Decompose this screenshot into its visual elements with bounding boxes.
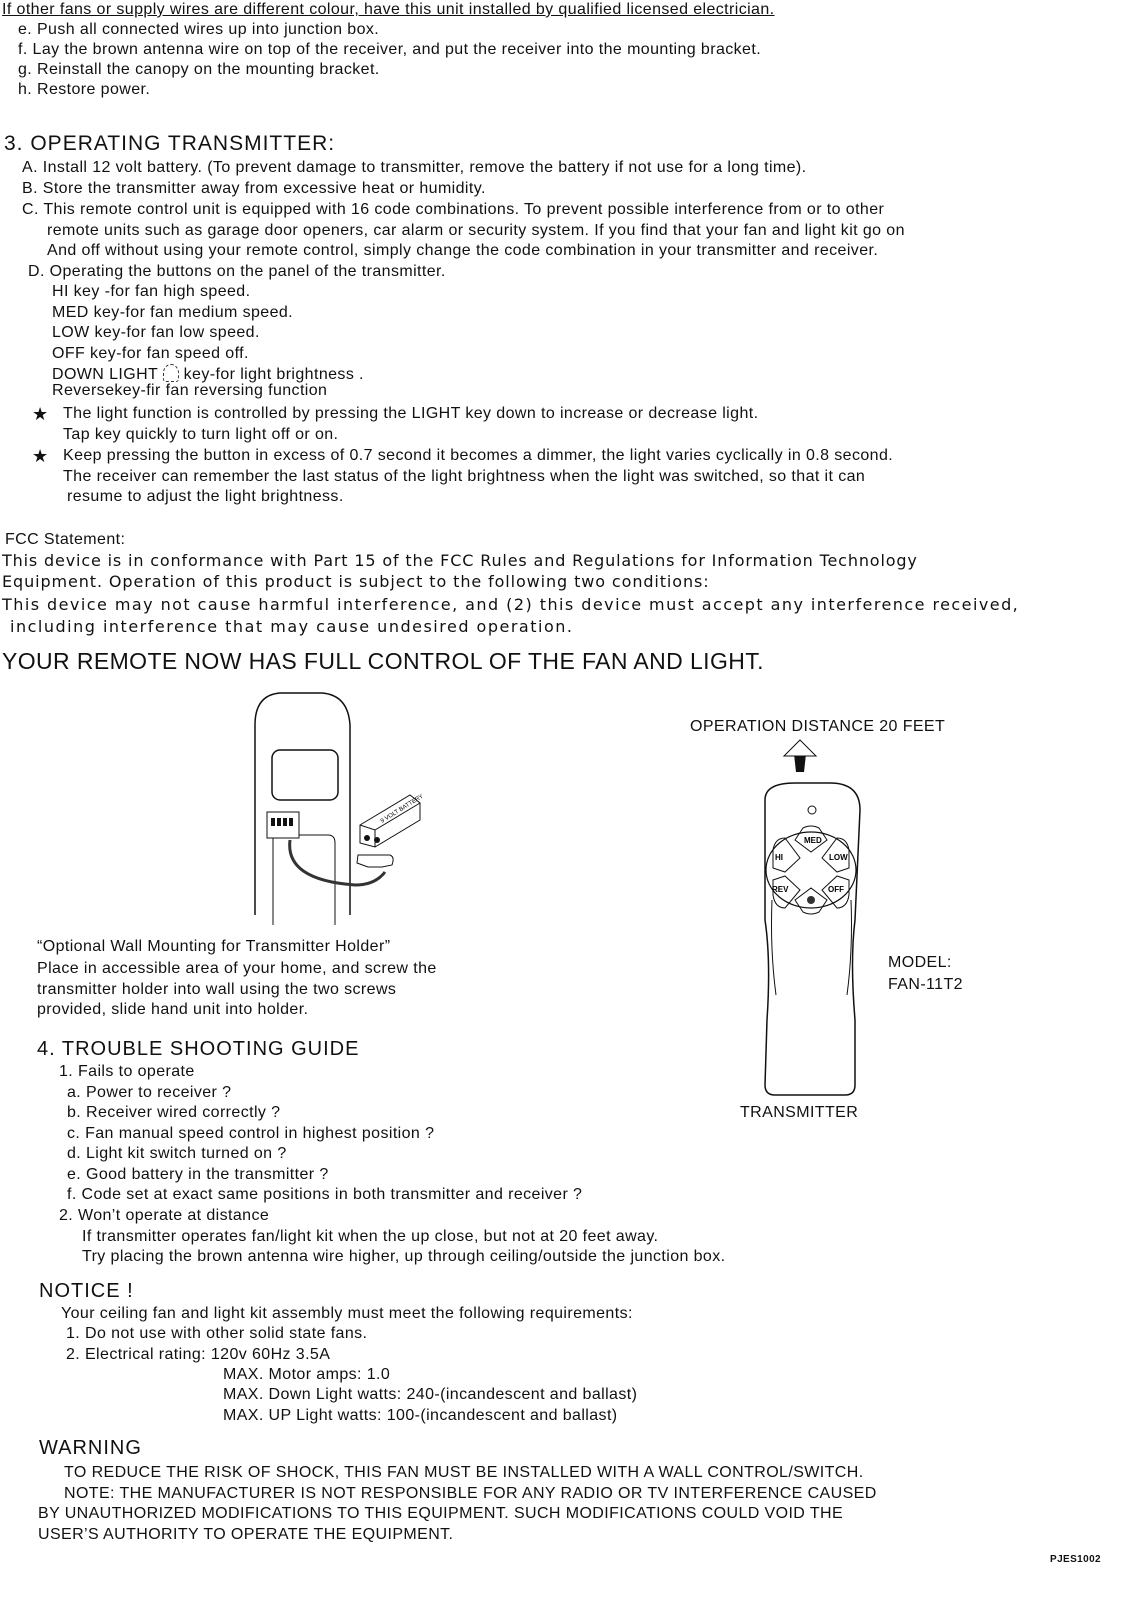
trouble-1: 1. Fails to operate <box>59 1063 195 1080</box>
light-note-1: The light function is controlled by pressing the LIGHT key down to increase or decrease light. <box>63 405 759 422</box>
fcc-line-1: This device is in conformance with Part 15 of the FCC Rules and Regulations for Information Technology <box>2 551 918 570</box>
trouble-2b: Try placing the brown antenna wire higher, up through ceiling/outside the junction box. <box>82 1248 726 1265</box>
mounting-line-1: Place in accessible area of your home, and screw the <box>37 960 437 977</box>
fcc-line-3: This device may not cause harmful interference, and (2) this device must accept any interference received, <box>2 595 1020 614</box>
star-icon: ★ <box>32 446 49 466</box>
fcc-title: FCC Statement: <box>5 531 126 548</box>
fcc-line-4: including interference that may cause undesired operation. <box>10 617 574 636</box>
down-light-label: DOWN LIGHT <box>52 366 158 383</box>
document-code: PJES1002 <box>1050 1554 1102 1565</box>
trouble-2: 2. Won’t operate at distance <box>59 1207 270 1224</box>
star-icon: ★ <box>32 404 49 424</box>
key-low: LOW key-for fan low speed. <box>52 324 260 341</box>
headline: YOUR REMOTE NOW HAS FULL CONTROL OF THE FAN AND LIGHT. <box>2 648 764 674</box>
install-step-g: g. Reinstall the canopy on the mounting bracket. <box>18 61 380 78</box>
dimmer-note-1: Keep pressing the button in excess of 0.7 second it becomes a dimmer, the light varies cyclically in 0.8 second. <box>63 447 894 464</box>
mounting-line-2: transmitter holder into wall using the two screws <box>37 981 397 998</box>
model-number: FAN-11T2 <box>888 976 963 993</box>
trouble-1f: f. Code set at exact same positions in both transmitter and receiver ? <box>67 1186 583 1203</box>
arrow-up-icon <box>780 738 820 774</box>
operating-c3: And off without using your remote control, simply change the code combination in your transmitter and receiver. <box>47 242 879 259</box>
warning-line-3: BY UNAUTHORIZED MODIFICATIONS TO THIS EQUIPMENT. SUCH MODIFICATIONS COULD VOID THE <box>38 1505 844 1522</box>
warning-title: WARNING <box>39 1437 142 1459</box>
install-step-e: e. Push all connected wires up into junction box. <box>18 21 380 38</box>
operating-d: D. Operating the buttons on the panel of the transmitter. <box>28 263 446 280</box>
trouble-1a: a. Power to receiver ? <box>67 1084 232 1101</box>
button-hi: HI <box>775 853 783 862</box>
key-reverse: Reversekey-fir fan reversing function <box>52 382 328 399</box>
dimmer-note-3: resume to adjust the light brightness. <box>67 488 344 505</box>
light-note-2: Tap key quickly to turn light off or on. <box>63 426 339 443</box>
trouble-1c: c. Fan manual speed control in highest position ? <box>67 1125 435 1142</box>
key-off: OFF key-for fan speed off. <box>52 345 249 362</box>
operating-b: B. Store the transmitter away from excessive heat or humidity. <box>22 180 486 197</box>
notice-req-1: 1. Do not use with other solid state fans. <box>66 1325 368 1342</box>
notice-max-motor: MAX. Motor amps: 1.0 <box>223 1366 391 1383</box>
notice-max-up: MAX. UP Light watts: 100-(incandescent and ballast) <box>223 1407 618 1424</box>
notice-title: NOTICE ! <box>39 1280 134 1302</box>
key-med: MED key-for fan medium speed. <box>52 304 294 321</box>
warning-line-4: USER’S AUTHORITY TO OPERATE THE EQUIPMENT. <box>38 1526 454 1543</box>
operating-c2: remote units such as garage door openers, car alarm or security system. If you find that your fan and light kit go on <box>47 222 905 239</box>
install-warning: If other fans or supply wires are different colour, have this unit installed by qualified licensed electrician. <box>2 1 775 18</box>
notice-intro: Your ceiling fan and light kit assembly must meet the following requirements: <box>61 1305 633 1322</box>
trouble-title: 4. TROUBLE SHOOTING GUIDE <box>37 1038 360 1060</box>
warning-line-2: NOTE: THE MANUFACTURER IS NOT RESPONSIBLE FOR ANY RADIO OR TV INTERFERENCE CAUSED <box>64 1485 877 1502</box>
transmitter-holder-illustration <box>240 685 440 925</box>
transmitter-label: TRANSMITTER <box>740 1104 859 1121</box>
warning-line-1: TO REDUCE THE RISK OF SHOCK, THIS FAN MUST BE INSTALLED WITH A WALL CONTROL/SWITCH. <box>64 1464 864 1481</box>
battery-label: 9 VOLT BATTERY <box>379 793 425 825</box>
down-light-desc: key-for light brightness . <box>183 366 364 383</box>
button-med: MED <box>804 836 822 845</box>
bulb-icon <box>163 364 179 382</box>
install-step-h: h. Restore power. <box>18 81 151 98</box>
trouble-1d: d. Light kit switch turned on ? <box>67 1145 287 1162</box>
transmitter-illustration <box>755 780 865 1100</box>
operating-a: A. Install 12 volt battery. (To prevent damage to transmitter, remove the battery if not use for a long time). <box>22 159 807 176</box>
trouble-1b: b. Receiver wired correctly ? <box>67 1104 281 1121</box>
mounting-title: “Optional Wall Mounting for Transmitter Holder” <box>37 938 391 955</box>
button-off: OFF <box>828 885 844 894</box>
light-button-icon <box>807 896 815 904</box>
mounting-line-3: provided, slide hand unit into holder. <box>37 1001 309 1018</box>
key-hi: HI key -for fan high speed. <box>52 283 251 300</box>
operation-distance-label: OPERATION DISTANCE 20 FEET <box>690 718 946 735</box>
operating-c1: C. This remote control unit is equipped with 16 code combinations. To prevent possible interference from or to other <box>22 201 885 218</box>
button-low: LOW <box>829 853 848 862</box>
dimmer-note-2: The receiver can remember the last status of the light brightness when the light was switched, so that it can <box>63 468 866 485</box>
fcc-line-2: Equipment. Operation of this product is subject to the following two conditions: <box>2 572 710 591</box>
operating-title: 3. OPERATING TRANSMITTER: <box>4 132 336 155</box>
notice-req-2: 2. Electrical rating: 120v 60Hz 3.5A <box>66 1346 331 1363</box>
button-rev: REV <box>772 885 789 894</box>
trouble-1e: e. Good battery in the transmitter ? <box>67 1166 329 1183</box>
notice-max-down: MAX. Down Light watts: 240-(incandescent and ballast) <box>223 1386 638 1403</box>
install-step-f: f. Lay the brown antenna wire on top of the receiver, and put the receiver into the mounting bracket. <box>18 41 762 58</box>
model-label: MODEL: <box>888 954 952 971</box>
trouble-2a: If transmitter operates fan/light kit when the up close, but not at 20 feet away. <box>82 1228 659 1245</box>
